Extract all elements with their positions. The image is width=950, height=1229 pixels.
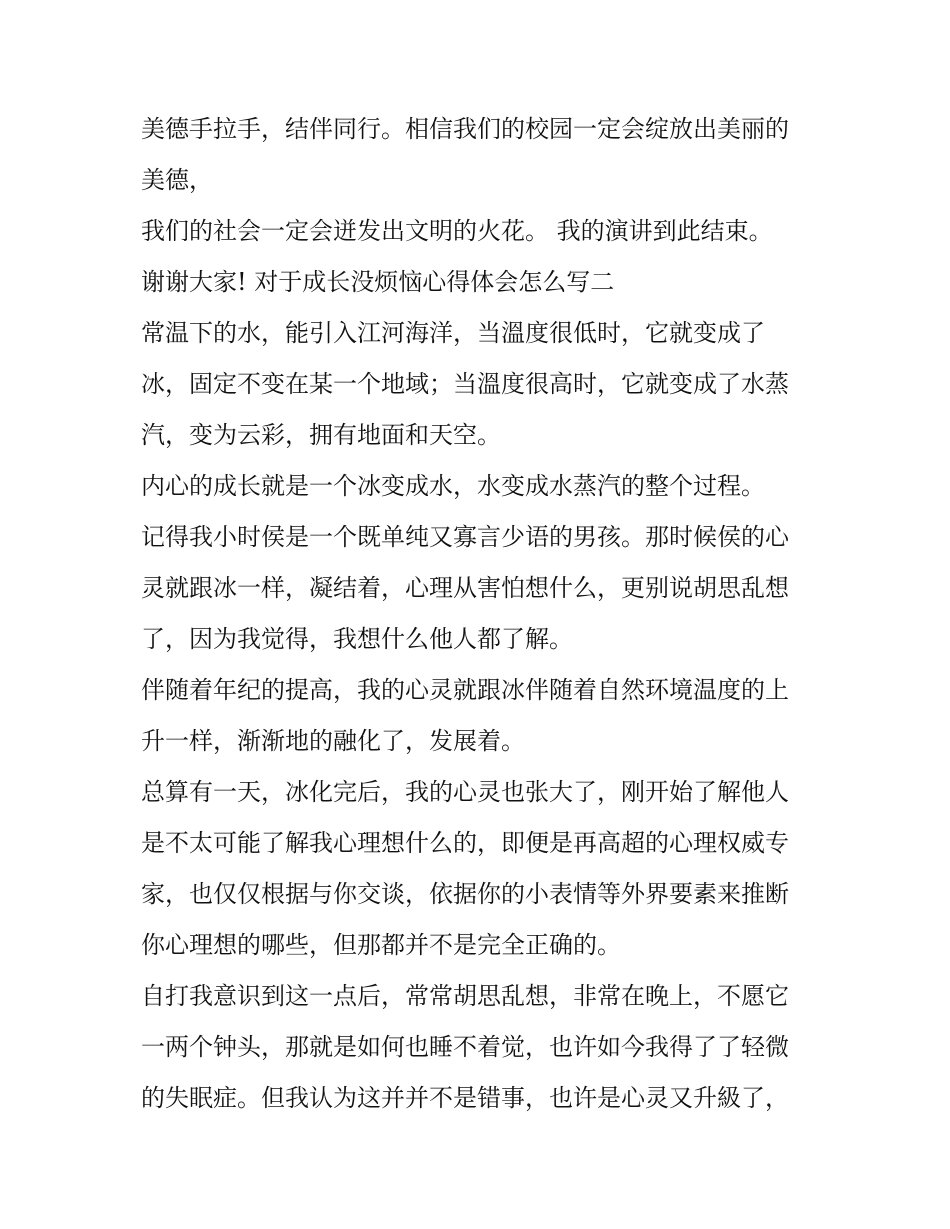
text-line: 常温下的水，能引入江河海洋，当溫度很低时，它就变成了 [141,319,765,347]
text-line: 一两个钟头，那就是如何也睡不着觉，也许如今我得了了轻微 [141,1033,789,1061]
text-line: 是不太可能了解我心理想什么的，即便是再高超的心理权威专 [141,829,789,857]
text-line: 美德手拉手，结伴同行。相信我们的校园一定会绽放出美丽的 [141,115,789,143]
text-line: 总算有一天，冰化完后，我的心灵也张大了，刚开始了解他人 [141,778,789,806]
text-line: 家，也仅仅根据与你交谈，依据你的小表情等外界要素来推断 [141,880,789,908]
text-line: 伴随着年纪的提高，我的心灵就跟冰伴随着自然环境温度的上 [141,676,789,704]
text-line: 冰，固定不变在某一个地域；当溫度很高时，它就变成了水蒸 [141,370,789,398]
text-line: 升一样，渐渐地的融化了，发展着。 [141,727,525,755]
document-body [141,104,821,1124]
text-line: 自打我意识到这一点后，常常胡思乱想，非常在晚上，不愿它 [141,982,789,1010]
text-line: 美德， [141,166,213,194]
text-line: 谢谢大家! 对于成长没烦恼心得体会怎么写二 [141,268,615,296]
text-line: 我们的社会一定会迸发出文明的火花。 我的演讲到此结束。 [141,217,773,245]
text-line: 了，因为我觉得，我想什么他人都了解。 [141,625,573,653]
text-line: 记得我小时侯是一个既单纯又寡言少语的男孩。那时候侯的心 [141,523,789,551]
text-line: 汽，变为云彩，拥有地面和天空。 [141,421,501,449]
text-line: 的失眠症。但我认为这并并不是错事，也许是心灵又升級了， [141,1084,789,1112]
text-line: 你心理想的哪些，但那都并不是完全正确的。 [141,931,621,959]
text-line: 内心的成长就是一个冰变成水，水变成水蒸汽的整个过程。 [141,472,765,500]
text-line: 灵就跟冰一样，凝结着，心理从害怕想什么，更别说胡思乱想 [141,574,789,602]
